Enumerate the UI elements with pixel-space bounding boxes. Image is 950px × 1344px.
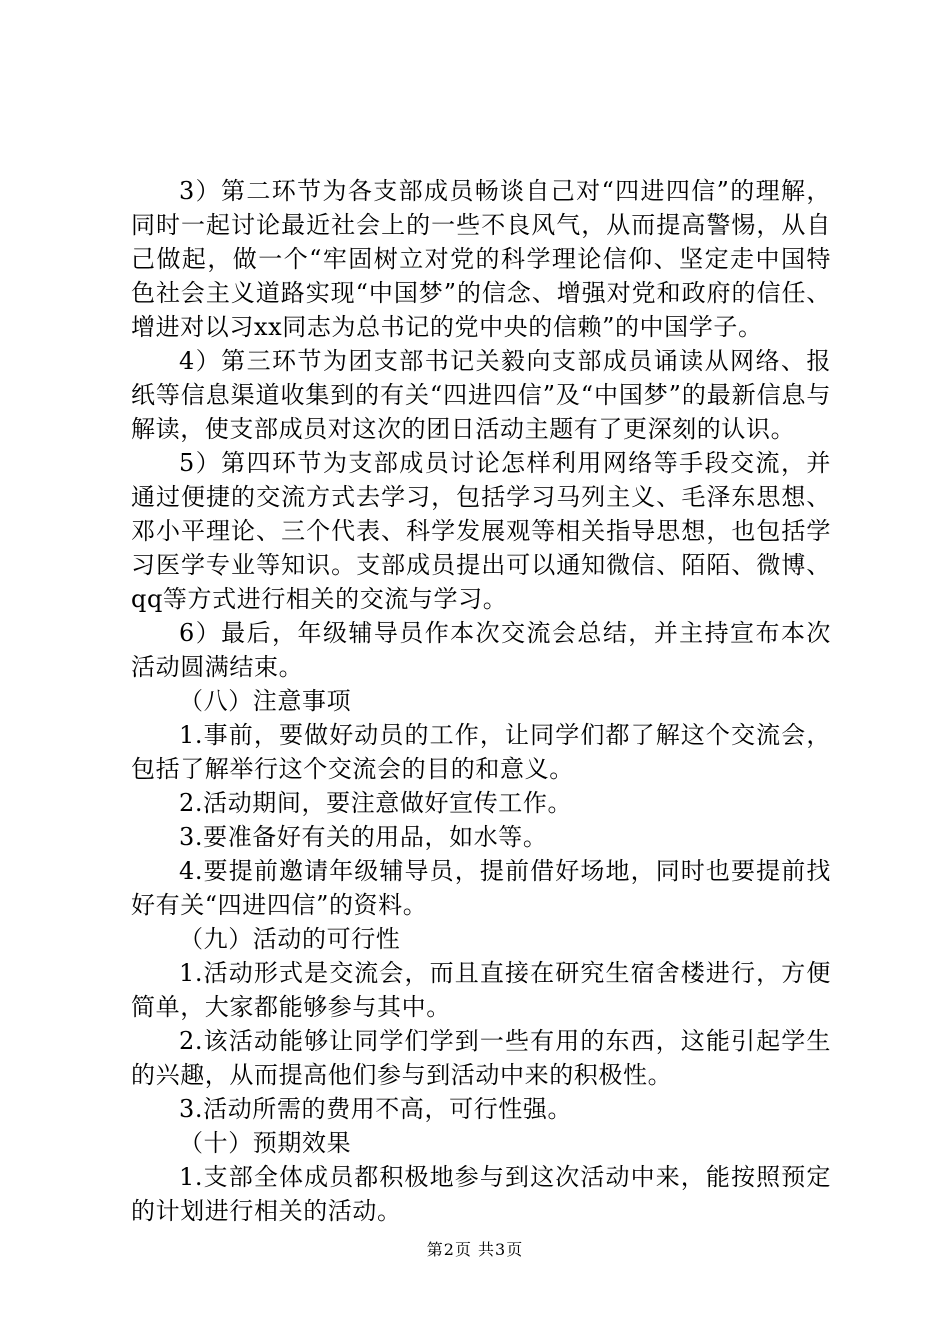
- document-body: [131, 174, 831, 1228]
- paragraph-feasibility-1: 1.活动形式是交流会，而且直接在研究生宿舍楼进行，方便简单，大家都能够参与其中。: [131, 959, 831, 1021]
- section-heading-expected-effect: （十）预期效果: [179, 1129, 352, 1157]
- paragraph-notes-4: 4.要提前邀请年级辅导员，提前借好场地，同时也要提前找好有关“四进四信”的资料。: [131, 857, 831, 919]
- section-heading-feasibility: （九）活动的可行性: [179, 925, 401, 953]
- section-heading-notes: （八）注意事项: [179, 687, 352, 715]
- paragraph-step-5: 5）第四环节为支部成员讨论怎样利用网络等手段交流，并通过便捷的交流方式去学习，包括学习马列主义、毛泽东思想、邓小平理论、三个代表、科学发展观等相关指导思想，也包括学习医学专业等知识。支部成员提出可以通知微信、陌陌、微博、qq等方式进行相关的交流与学习。: [131, 449, 831, 613]
- paragraph-feasibility-2: 2.该活动能够让同学们学到一些有用的东西，这能引起学生的兴趣，从而提高他们参与到活动中来的积极性。: [131, 1027, 831, 1089]
- paragraph-notes-3: 3.要准备好有关的用品，如水等。: [179, 823, 548, 851]
- paragraph-step-4: 4）第三环节为团支部书记关毅向支部成员诵读从网络、报纸等信息渠道收集到的有关“四进四信”及“中国梦”的最新信息与解读，使支部成员对这次的团日活动主题有了更深刻的认识。: [131, 347, 831, 443]
- paragraph-step-3: 3）第二环节为各支部成员畅谈自己对“四进四信”的理解，同时一起讨论最近社会上的一些不良风气，从而提高警惕，从自己做起，做一个“牢固树立对党的科学理论信仰、坚定走中国特色社会主义道路实现“中国梦”的信念、增强对党和政府的信任、增进对以习xx同志为总书记的党中央的信赖”的中国学子。: [131, 177, 831, 341]
- paragraph-step-6: 6）最后，年级辅导员作本次交流会总结，并主持宣布本次活动圆满结束。: [131, 619, 831, 681]
- paragraph-notes-2: 2.活动期间，要注意做好宣传工作。: [179, 789, 573, 817]
- paragraph-notes-1: 1.事前，要做好动员的工作，让同学们都了解这个交流会，包括了解举行这个交流会的目的和意义。: [131, 721, 831, 783]
- paragraph-expected-effect-1: 1.支部全体成员都积极地参与到这次活动中来，能按照预定的计划进行相关的活动。: [131, 1163, 831, 1225]
- paragraph-feasibility-3: 3.活动所需的费用不高，可行性强。: [179, 1095, 573, 1123]
- page-number-footer: 第2页 共3页: [426, 1240, 524, 1259]
